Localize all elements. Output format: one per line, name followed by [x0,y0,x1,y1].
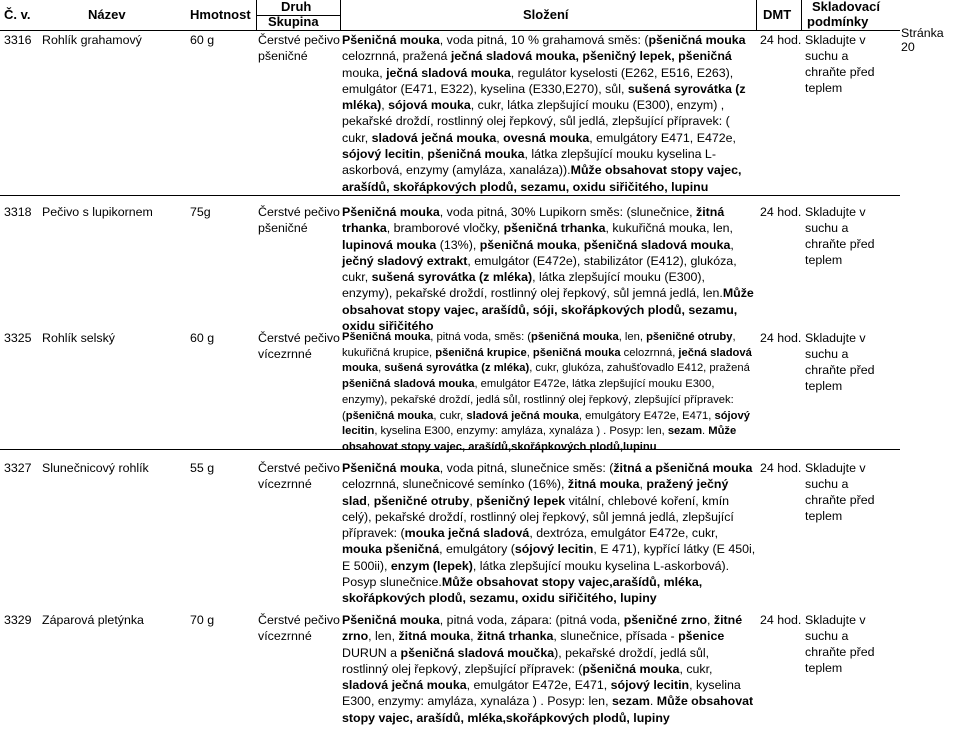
row-skupina: vícezrnné [258,629,312,643]
row-cislo: 3327 [4,461,32,475]
row-sklad-line: teplem [805,81,843,95]
row-cislo: 3316 [4,33,32,47]
header-hmotnost: Hmotnost [190,7,251,22]
row-divider [0,449,900,450]
row-sklad-line: suchu a [805,477,849,491]
row-sklad-line: Skladujte v [805,331,866,345]
row-sklad-line: chraňte před [805,645,875,659]
row-nazev: Rohlík selský [42,331,115,345]
row-sklad-line: teplem [805,661,843,675]
header-dmt: DMT [763,7,792,22]
header-bottom-border [0,30,900,31]
row-dmt: 24 hod. [760,33,802,47]
header-divider [801,0,802,30]
row-sklad-line: suchu a [805,49,849,63]
row-druh: Čerstvé pečivo [258,461,340,475]
row-composition: Pšeničná mouka, voda pitná, 10 % grahamová směs: (pšeničná mouka celozrnná, pražená ječná sladová mouka, pšeničný lepek, pšeničná mouka, ječná sladová mouka, regulátor kyselosti (E262, E516, E263), emulgátor (E471, E322), kyselina (E330,E270), sůl, sušená syrovátka (z mléka), sójová mouka, cukr, látka zlepšující mouku (E300), enzym) , pekařské droždí, rostlinný olej řepkový, sůl jedlá, zlepšující přípravek: ( cukr, sladová ječná mouka, ovesná mouka, emulgátory E471, E472e, sójový lecitin, pšeničná mouka, látka zlepšující mouku kyselina L-askorbová, enzymy (amyláza, xanaláza)).Může obsahovat stopy vajec, arašídů, skořápkových plodů, sezamu, oxidu siřičitého, lupinu [342,33,746,194]
row-druh: Čerstvé pečivo [258,205,340,219]
row-hmotnost: 60 g [190,33,215,47]
row-skupina: vícezrnné [258,477,312,491]
row-dmt: 24 hod. [760,461,802,475]
row-cislo: 3318 [4,205,32,219]
header-podminky: podmínky [807,14,869,29]
row-hmotnost: 60 g [190,331,215,345]
row-druh: Čerstvé pečivo [258,613,340,627]
row-sklad-line: teplem [805,509,843,523]
header-divider [340,0,341,30]
row-composition: Pšeničná mouka, pitná voda, směs: (pšeničná mouka, len, pšeničné otruby, kukuřičná krupice, pšeničná krupice, pšeničná mouka celozrnná, ječná sladová mouka, sušená syrovátka (z mléka), cukr, glukóza, zahušťovadlo E412, pražená pšeničná sladová mouka, emulgátor E472e, látka zlepšující mouku E300, enzymy), pekařské droždí, jedlá sůl, rostlinný olej řepkový, zlepšující přípravek: (pšeničná mouka, cukr, sladová ječná mouka, emulgátory E472e, E471, sójový lecitin, kyselina E300, enzymy: amyláza, xynaláza ) . Posyp: len, sezam. Může obsahovat stopy vajec, arašídů,skořápkových plodů,lupinu [342,331,752,453]
header-divider [756,0,757,30]
row-nazev: Rohlík grahamový [42,33,142,47]
row-sklad-line: chraňte před [805,65,875,79]
row-cislo: 3325 [4,331,32,345]
page-number: Stránka 20 [901,26,944,54]
row-sklad-line: Skladujte v [805,461,866,475]
row-cislo: 3329 [4,613,32,627]
row-sklad-line: suchu a [805,221,849,235]
row-sklad-line: chraňte před [805,493,875,507]
row-sklad-line: Skladujte v [805,205,866,219]
row-hmotnost: 75g [190,205,211,219]
row-sklad-line: chraňte před [805,363,875,377]
header-divider [256,15,340,16]
header-cislo: Č. v. [4,7,31,22]
row-sklad-line: Skladujte v [805,33,866,47]
header-skladovaci: Skladovací [812,0,880,14]
row-nazev: Slunečnicový rohlík [42,461,149,475]
row-dmt: 24 hod. [760,613,802,627]
header-slozeni: Složení [523,7,569,22]
row-composition: Pšeničná mouka, pitná voda, zápara: (pitná voda, pšeničné zrno, žitné zrno, len, žitná mouka, žitná trhanka, slunečnice, přísada - pšenice DURUN a pšeničná sladová moučka), pekařské droždí, jedlá sůl, rostlinný olej řepkový, zlepšující přípravek: (pšeničná mouka, cukr, sladová ječná mouka, emulgátor E472e, E471, sójový lecitin, kyselina E300, enzymy: amyláza, xynaláza ) . Posyp: len, sezam. Může obsahovat stopy vajec, arašídů, mléka,skořápkových plodů, lupiny [342,613,754,725]
row-sklad-line: Skladujte v [805,613,866,627]
row-dmt: 24 hod. [760,205,802,219]
row-nazev: Záparová pletýnka [42,613,144,627]
row-composition: Pšeničná mouka, voda pitná, slunečnice směs: (žitná a pšeničná mouka celozrnná, slunečnicové semínko (16%), žitná mouka, pražený ječný slad, pšeničné otruby, pšeničný lepek vitální, chlebové koření, kmín celý), pekařské droždí, rostlinný olej řepkový, sůl jemná jedlá, zlepšující přípravek: (mouka ječná sladová, dextróza, emulgátor E472e, cukr, mouka pšeničná, emulgátory (sójový lecitin, E 471), kypřící látky (E 450i, E 500ii), enzym (lepek), látka zlepšující mouku kyselina L-askorbová). Posyp slunečnice.Může obsahovat stopy vajec,arašídů, mléka, skořápkových plodů, sezamu, oxidu siřičitého, lupiny [342,461,756,606]
row-dmt: 24 hod. [760,331,802,345]
row-druh: Čerstvé pečivo [258,33,340,47]
header-skupina: Skupina [268,14,319,29]
row-nazev: Pečivo s lupikornem [42,205,153,219]
header-nazev: Název [88,7,126,22]
row-sklad-line: teplem [805,253,843,267]
row-skupina: pšeničné [258,221,308,235]
row-composition: Pšeničná mouka, voda pitná, 30% Lupikorn směs: (slunečnice, žitná trhanka, bramborové vločky, pšeničná trhanka, kukuřičná mouka, len, lupinová mouka (13%), pšeničná mouka, pšeničná sladová mouka, ječný sladový extrakt, emulgátor (E472e), stabilizátor (E412), glukóza, cukr, sušená syrovátka (z mléka), látka zlepšující mouku (E300), enzymy), pekařské droždí, rostlinný olej řepkový, sůl jemná jedlá, len.Může obsahovat stopy vajec, arašídů, sóji, skořápkových plodů, sezamu, oxidu siřičitého [342,205,754,334]
row-skupina: pšeničné [258,49,308,63]
row-hmotnost: 70 g [190,613,215,627]
row-hmotnost: 55 g [190,461,215,475]
row-skupina: vícezrnné [258,347,312,361]
header-druh: Druh [281,0,312,14]
row-druh: Čerstvé pečivo [258,331,340,345]
row-sklad-line: chraňte před [805,237,875,251]
table-header [0,0,900,30]
row-sklad-line: teplem [805,379,843,393]
row-sklad-line: suchu a [805,347,849,361]
row-sklad-line: suchu a [805,629,849,643]
row-divider [0,195,900,196]
